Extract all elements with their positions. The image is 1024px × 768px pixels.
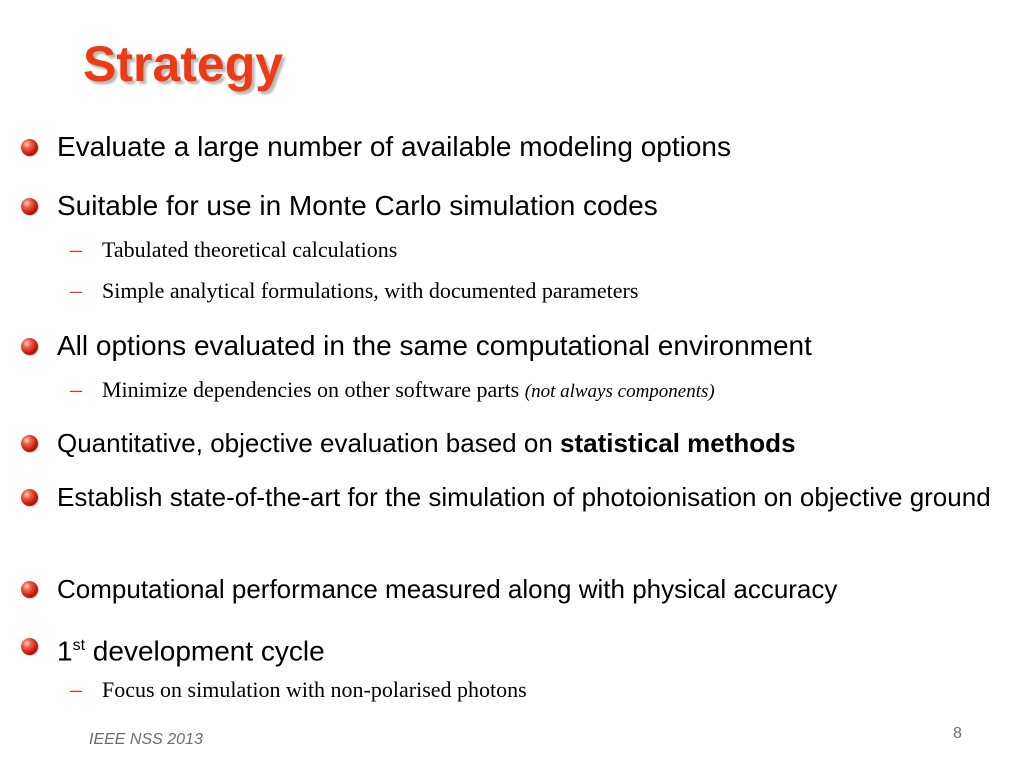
dash-bullet-icon: – xyxy=(70,677,82,703)
sub-bullet-note: (not always components) xyxy=(524,381,715,402)
bullet-text-main: Quantitative, objective evaluation based on xyxy=(57,428,561,458)
bullet-text-emphasis: statistical methods xyxy=(560,428,796,458)
dash-bullet-icon: – xyxy=(70,237,82,263)
red-sphere-bullet-icon xyxy=(21,139,38,156)
red-sphere-bullet-icon xyxy=(21,489,38,506)
bullet-text: Suitable for use in Monte Carlo simulation codes xyxy=(57,190,658,221)
red-sphere-bullet-icon xyxy=(21,638,38,655)
bullet-text-superscript: st xyxy=(72,637,86,654)
red-sphere-bullet-icon xyxy=(21,435,38,452)
bullet-text: Evaluate a large number of available modeling options xyxy=(57,131,731,162)
footer-conference: IEEE NSS 2013 xyxy=(89,731,203,748)
bullet-text: All options evaluated in the same computational environment xyxy=(57,330,812,361)
bullet-text-prefix: 1 xyxy=(57,635,73,667)
dash-bullet-icon: – xyxy=(70,377,82,403)
slide-title: Strategy xyxy=(83,36,284,92)
bullet-text xyxy=(57,627,325,670)
sub-bullet-main: Minimize dependencies on other software parts xyxy=(102,377,520,402)
red-sphere-bullet-icon xyxy=(21,338,38,355)
bullet-text: Computational performance measured along with physical accuracy xyxy=(57,574,838,604)
bullet-text xyxy=(57,424,796,462)
red-sphere-bullet-icon xyxy=(21,581,38,598)
sub-bullet-text: Focus on simulation with non-polarised photons xyxy=(102,677,527,702)
red-sphere-bullet-icon xyxy=(21,198,38,215)
slide-page-number: 8 xyxy=(953,725,962,742)
sub-bullet-text: Simple analytical formulations, with documented parameters xyxy=(102,278,639,303)
sub-bullet-text xyxy=(102,375,715,407)
sub-bullet-text: Tabulated theoretical calculations xyxy=(102,237,398,262)
bullet-text: Establish state-of-the-art for the simulation of photoionisation on objective ground xyxy=(57,482,991,512)
dash-bullet-icon: – xyxy=(70,278,82,304)
bullet-text-main: development cycle xyxy=(85,635,325,667)
